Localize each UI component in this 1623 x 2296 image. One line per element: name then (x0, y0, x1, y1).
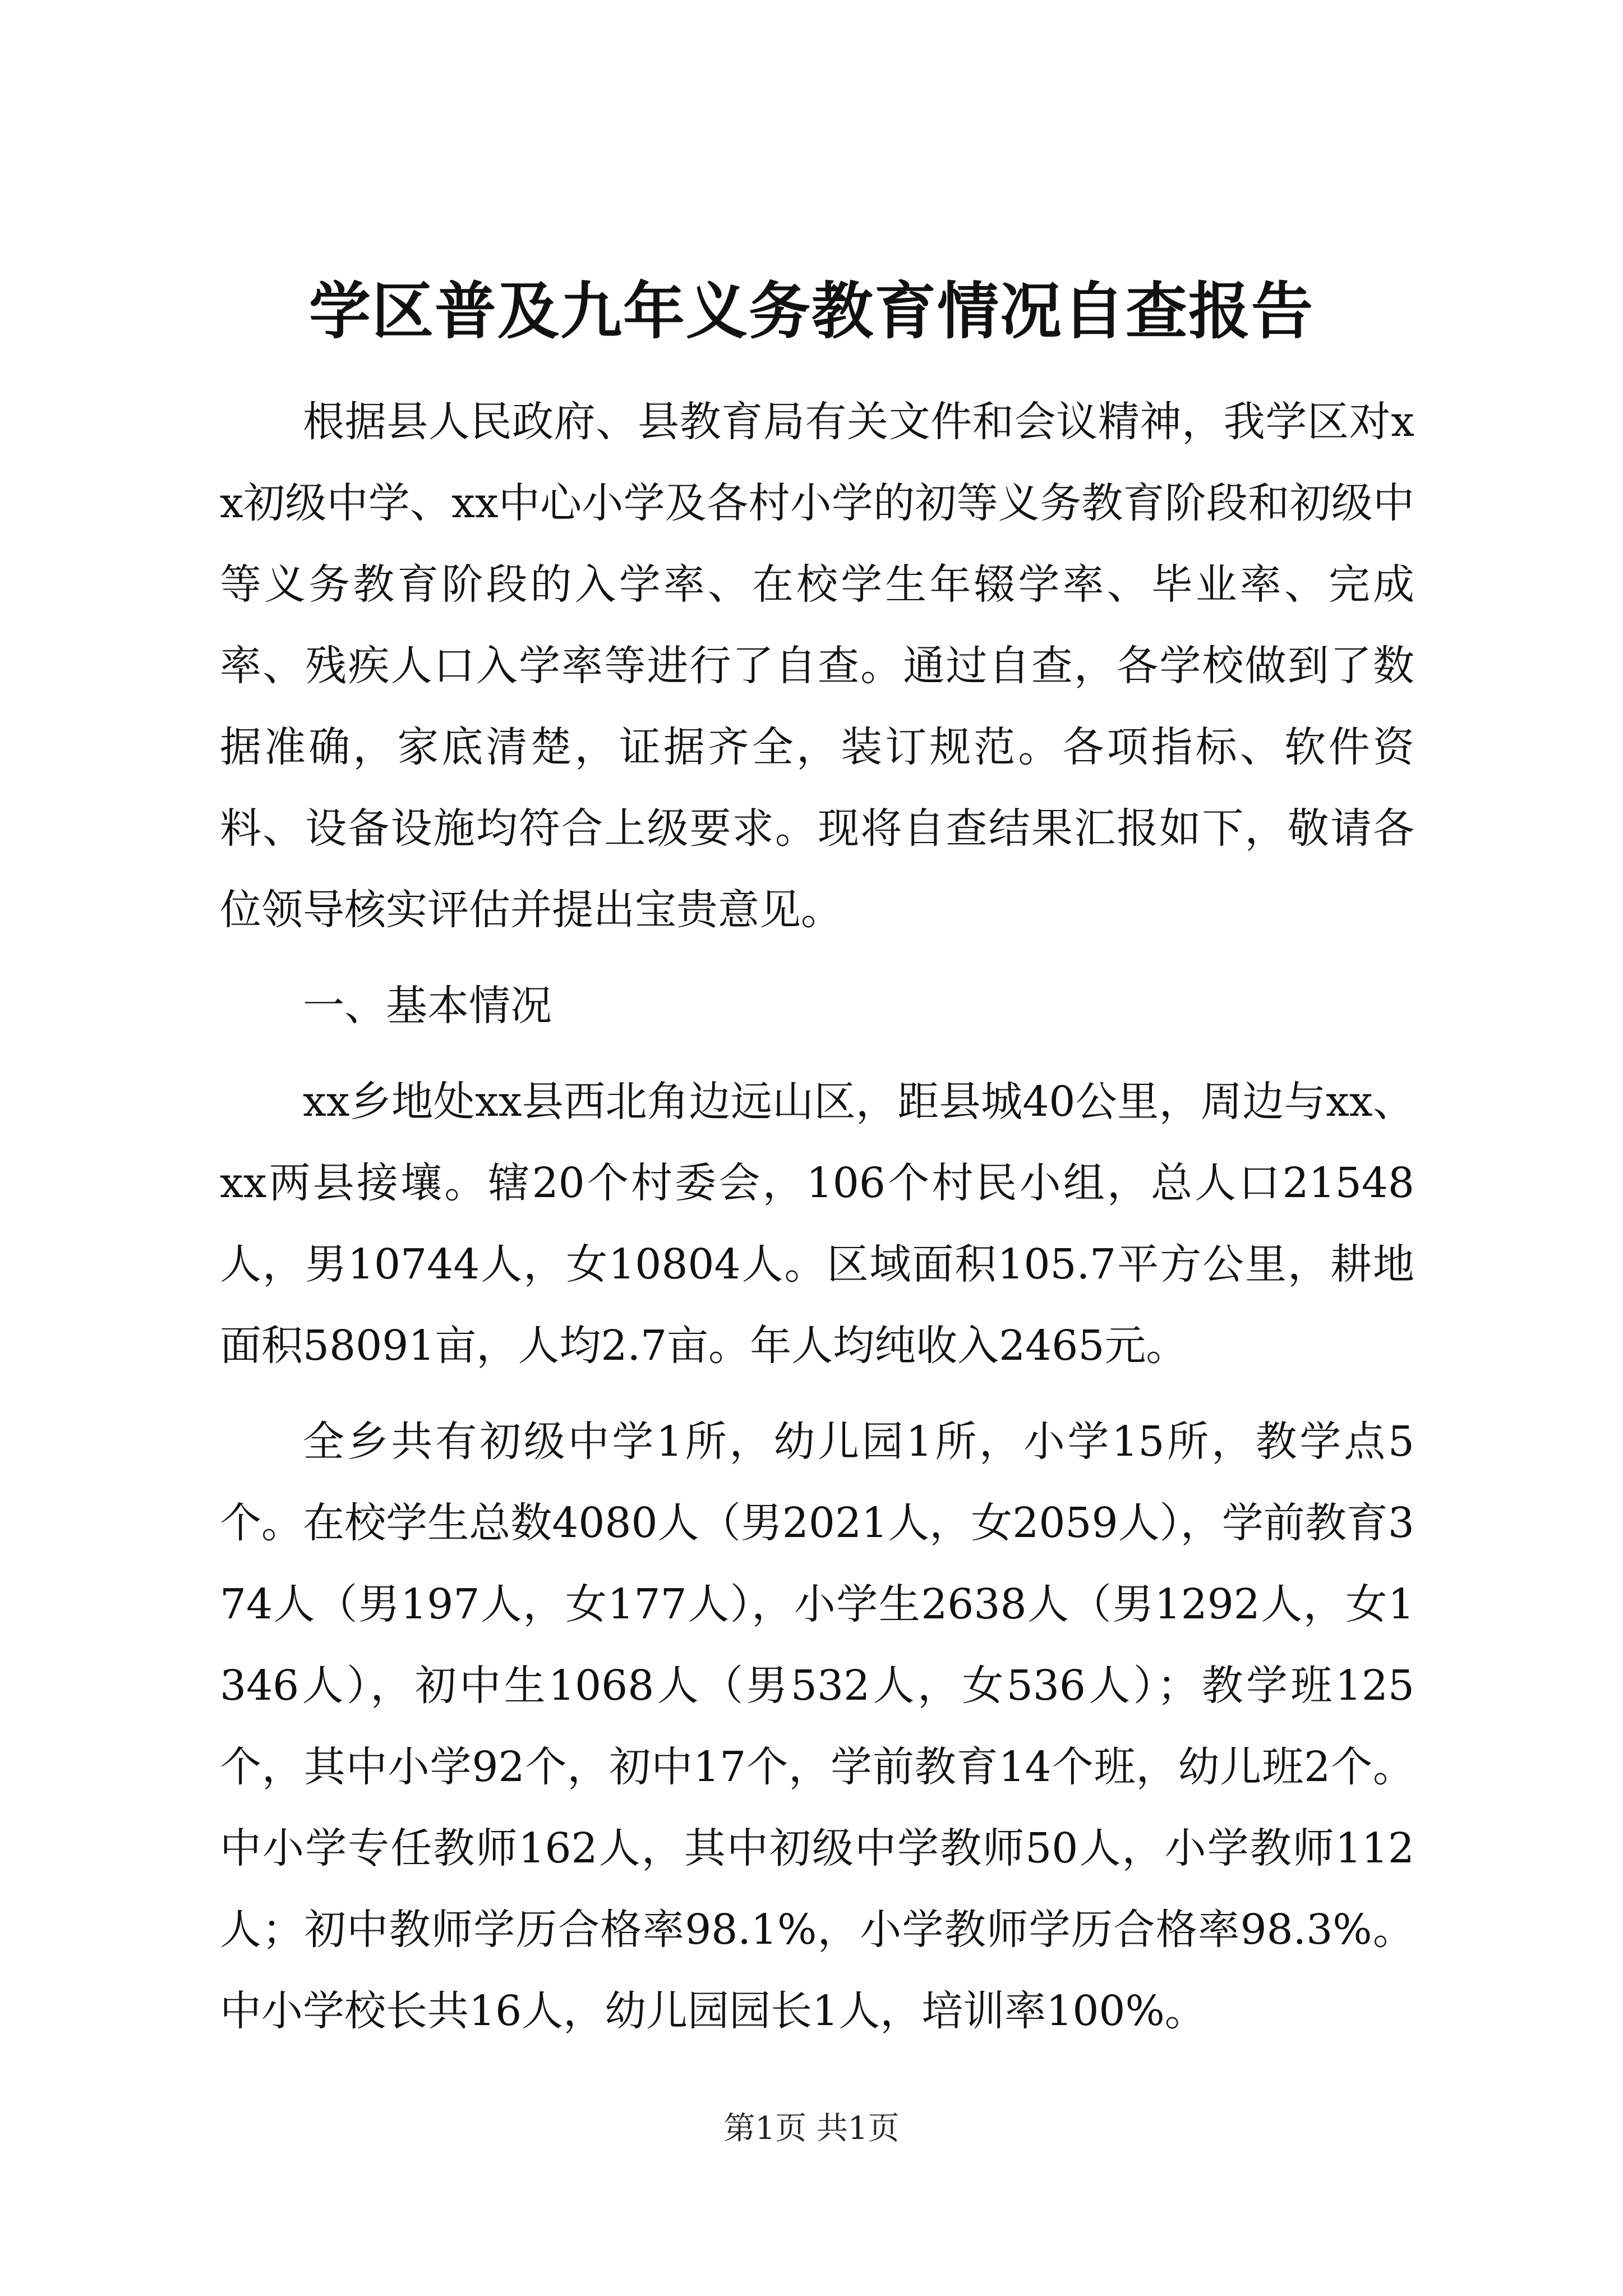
intro-paragraph: 根据县人民政府、县教育局有关文件和会议精神，我学区对xx初级中学、xx中心小学及各村小学的初等义务教育阶段和初级中等义务教育阶段的入学率、在校学生年辍学率、毕业率、完成率、残疾人口入学率等进行了自查。通过自查，各学校做到了数据准确，家底清楚，证据齐全，装订规范。各项指标、软件资料、设备设施均符合上级要求。现将自查结果汇报如下，敬请各位领导核实评估并提出宝贵意见。 (220, 398, 1414, 934)
document-body (220, 381, 1414, 2052)
document-title: 学区普及九年义务教育情况自查报告 (309, 275, 1314, 347)
region-paragraph: xx乡地处xx县西北角边远山区，距县城40公里，周边与xx、xx两县接壤。辖20个村委会，106个村民小组，总人口21548人，男10744人，女10804人。区域面积105.7平方公里，耕地面积58091亩，人均2.7亩。年人均纯收入2465元。 (220, 1078, 1414, 1370)
page-footer: 第1页 共1页 (723, 2110, 900, 2147)
schools-paragraph: 全乡共有初级中学1所，幼儿园1所，小学15所，教学点5个。在校学生总数4080人（男2021人，女2059人），学前教育374人（男197人，女177人），小学生2638人（男1292人，女1346人），初中生1068人（男532人，女536人）；教学班125个，其中小学92个，初中17个，学前教育14个班，幼儿班2个。中小学专任教师162人，其中初级中学教师50人，小学教师112人；初中教师学历合格率98.1%，小学教师学历合格率98.3%。中小学校长共16人，幼儿园园长1人，培训率100%。 (220, 1418, 1414, 2035)
section-heading-basic-situation: 一、基本情况 (303, 982, 552, 1030)
